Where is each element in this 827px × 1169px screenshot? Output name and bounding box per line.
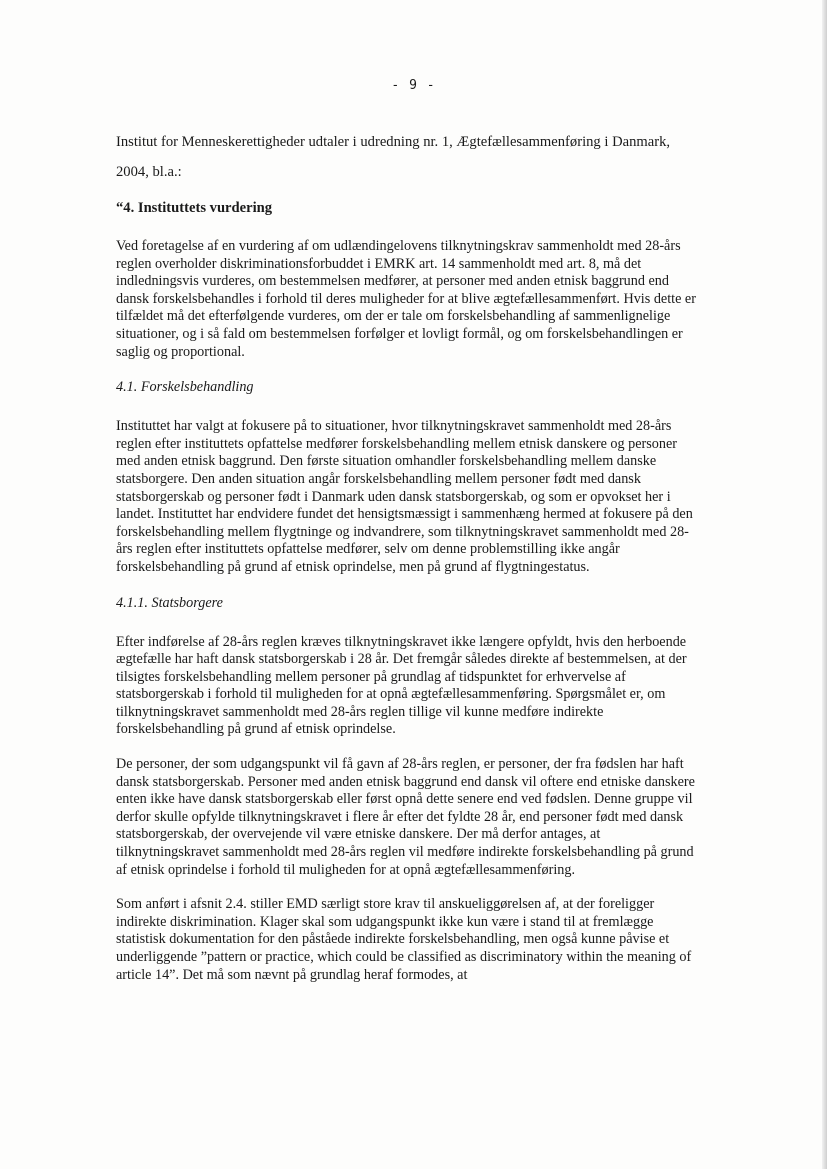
section-4-1-1-paragraph-1: Efter indførelse af 28-års reglen kræves tilknytningskravet ikke længere opfyldt, hvis den herboende ægtefælle har haft dansk statsborgerskab i 28 år. Det fremgår således direkte af bestemmelsen, at der tilsigtes forskelsbehandling mellem personer på grundlag af tidspunktet for erhvervelse af statsborgerskab i forhold til muligheden for at opnå ægtefællesammenføring. Spørgsmålet er, om tilknytningskravet sammenholdt med 28-års reglen tillige vil kunne medføre indirekte forskelsbehandling på grund af etnisk oprindelse. [116, 633, 687, 738]
section-4-1-1-paragraph-3: Som anført i afsnit 2.4. stiller EMD særligt store krav til anskueliggørelsen af, at der foreligger indirekte diskrimination. Klager skal som udgangspunkt ikke kun være i stand til at fremlægge statistisk dokumentation for den påståede indirekte forskelsbehandling, men også kunne påvise et underliggende ”pattern or practice, which could be classified as discriminatory within the meaning of article 14”. Det må som nævnt på grundlag heraf formodes, at [116, 896, 692, 983]
section-4-paragraph: Ved foretagelse af en vurdering af om udlændingelovens tilknytningskrav sammenholdt med 28-års reglen overholder diskriminationsforbuddet i EMRK art. 14 sammenholdt med art. 8, må det indledningsvis vurderes, om bestemmelsen medfører, at personer med anden etnisk baggrund end dansk forskelsbehandles i forhold til deres muligheder for at blive ægtefællesammenført. Hvis dette er tilfældet må det efterfølgende vurderes, om der er tale om forskelsbehandling af sammenlignelige situationer, og i så fald om bestemmelsen forfølger et lovligt formål, og om forskelsbehandlingen er saglig og proportional. [116, 238, 696, 360]
page-content [116, 127, 700, 1001]
scan-page-edge [822, 0, 827, 1169]
section-4-1-paragraph: Instituttet har valgt at fokusere på to situationer, hvor tilknytningskravet sammenholdt med 28-års reglen efter instituttets opfattelse medfører forskelsbehandling mellem etnisk danskere og personer med anden etnisk baggrund. Den første situation omhandler forskelsbehandling mellem danske statsborgere. Den anden situation angår forskelsbehandling mellem personer født med dansk statsborgerskab og personer født i Danmark uden dansk statsborgerskab, og som er opvokset her i landet. Instituttet har endvidere fundet det hensigtsmæssigt i sammenhæng hermed at fokusere på den forskelsbehandling mellem flygtninge og indvandrere, som tilknytningskravet sammenholdt med 28-års reglen efter instituttets opfattelse medfører, selv om denne problemstilling ikke angår forskelsbehandling på grund af etnisk oprindelse, men på grund af flygtningestatus. [116, 418, 693, 575]
section-4-1-1-heading: 4.1.1. Statsborgere [116, 594, 223, 611]
section-4-heading: “4. Instituttets vurdering [116, 200, 273, 216]
page-number: - 9 - [391, 78, 436, 93]
section-4-1-heading: 4.1. Forskelsbehandling [116, 379, 254, 396]
section-4-1-1-paragraph-2: De personer, der som udgangspunkt vil få gavn af 28-års reglen, er personer, der fra fødslen har haft dansk statsborgerskab. Personer med anden etnisk baggrund end dansk vil oftere end etniske danskere enten ikke have dansk statsborgerskab eller først opnå dette senere end ved fødslen. Denne gruppe vil derfor skulle opfylde tilknytningskravet i flere år efter det fyldte 28 år, end personer født med dansk statsborgerskab, der overvejende vil være etniske danskere. Der må derfor antages, at tilknytningskravet sammenholdt med 28-års reglen vil medføre indirekte forskelsbehandling på grund af etnisk oprindelse i forhold til muligheden for at opnå ægtefællesammenføring. [116, 756, 695, 878]
intro-paragraph: Institut for Menneskerettigheder udtaler i udredning nr. 1, Ægtefællesammenføring i Danmark, 2004, bl.a.: [116, 134, 671, 180]
